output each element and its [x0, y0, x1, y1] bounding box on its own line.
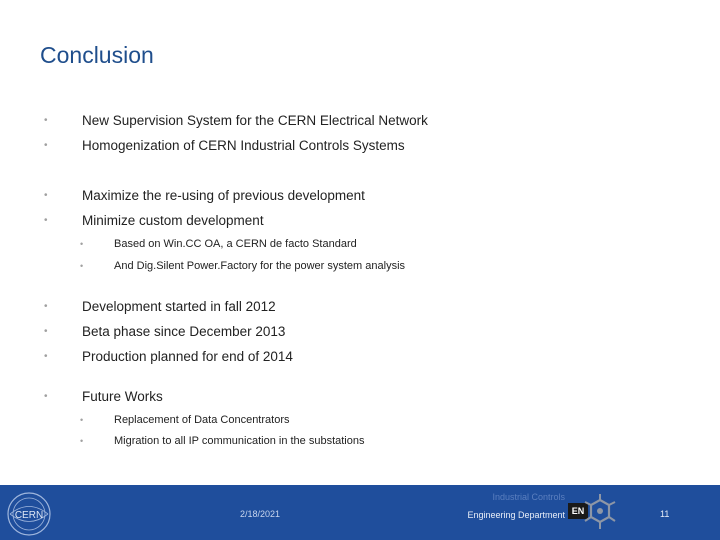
bullet-text: Production planned for end of 2014 — [82, 349, 293, 364]
en-badge: EN — [568, 503, 588, 519]
bullet-text: And Dig.Silent Power.Factory for the power system analysis — [114, 260, 406, 272]
cern-logo-text: CERN — [14, 510, 44, 521]
bullet-dot-icon: • — [44, 351, 48, 362]
bullet-dot-icon: • — [44, 215, 48, 226]
bullet-dot-icon: • — [44, 326, 48, 337]
bullet-dot-icon: • — [80, 436, 84, 446]
bullet-text: Beta phase since December 2013 — [82, 324, 286, 339]
bullet-text: Minimize custom development — [82, 213, 264, 228]
slide-title: Conclusion — [40, 42, 154, 68]
page-number: 11 — [660, 509, 670, 519]
bullet-text: Based on Win.CC OA, a CERN de facto Standard — [114, 238, 357, 250]
bullet-text: Future Works — [82, 389, 163, 404]
bullet-dot-icon: • — [44, 301, 48, 312]
sub-bullet-item — [0, 256, 720, 276]
department-subtitle: Industrial Controls — [492, 492, 565, 502]
bullet-text: Homogenization of CERN Industrial Controls Systems — [82, 138, 405, 153]
bullet-dot-icon: • — [44, 140, 48, 151]
bullet-item — [0, 136, 720, 156]
sub-bullet-item — [0, 431, 720, 451]
department-name: Engineering Department — [467, 510, 565, 520]
bullet-dot-icon: • — [44, 115, 48, 126]
bullet-dot-icon: • — [80, 239, 84, 249]
bullet-text: Maximize the re-using of previous development — [82, 188, 365, 203]
bullet-dot-icon: • — [80, 415, 84, 425]
bullet-text: Development started in fall 2012 — [82, 299, 276, 314]
department-label — [420, 491, 565, 522]
bullet-item — [0, 211, 720, 231]
bullet-dot-icon: • — [80, 261, 84, 271]
molecule-icon — [582, 493, 618, 531]
bullet-item — [0, 111, 720, 131]
footer-date: 2/18/2021 — [240, 509, 281, 519]
bullet-text: Replacement of Data Concentrators — [114, 414, 290, 426]
bullet-item — [0, 297, 720, 317]
bullet-item — [0, 186, 720, 206]
bullet-dot-icon: • — [44, 190, 48, 201]
bullet-item — [0, 387, 720, 407]
sub-bullet-item — [0, 410, 720, 430]
bullet-dot-icon: • — [44, 391, 48, 402]
bullet-item — [0, 322, 720, 342]
cern-logo-icon — [6, 491, 52, 537]
bullet-item — [0, 347, 720, 367]
bullet-text: New Supervision System for the CERN Electrical Network — [82, 113, 428, 128]
slide-footer — [0, 485, 720, 540]
bullet-text: Migration to all IP communication in the substations — [114, 435, 365, 447]
sub-bullet-item — [0, 234, 720, 254]
